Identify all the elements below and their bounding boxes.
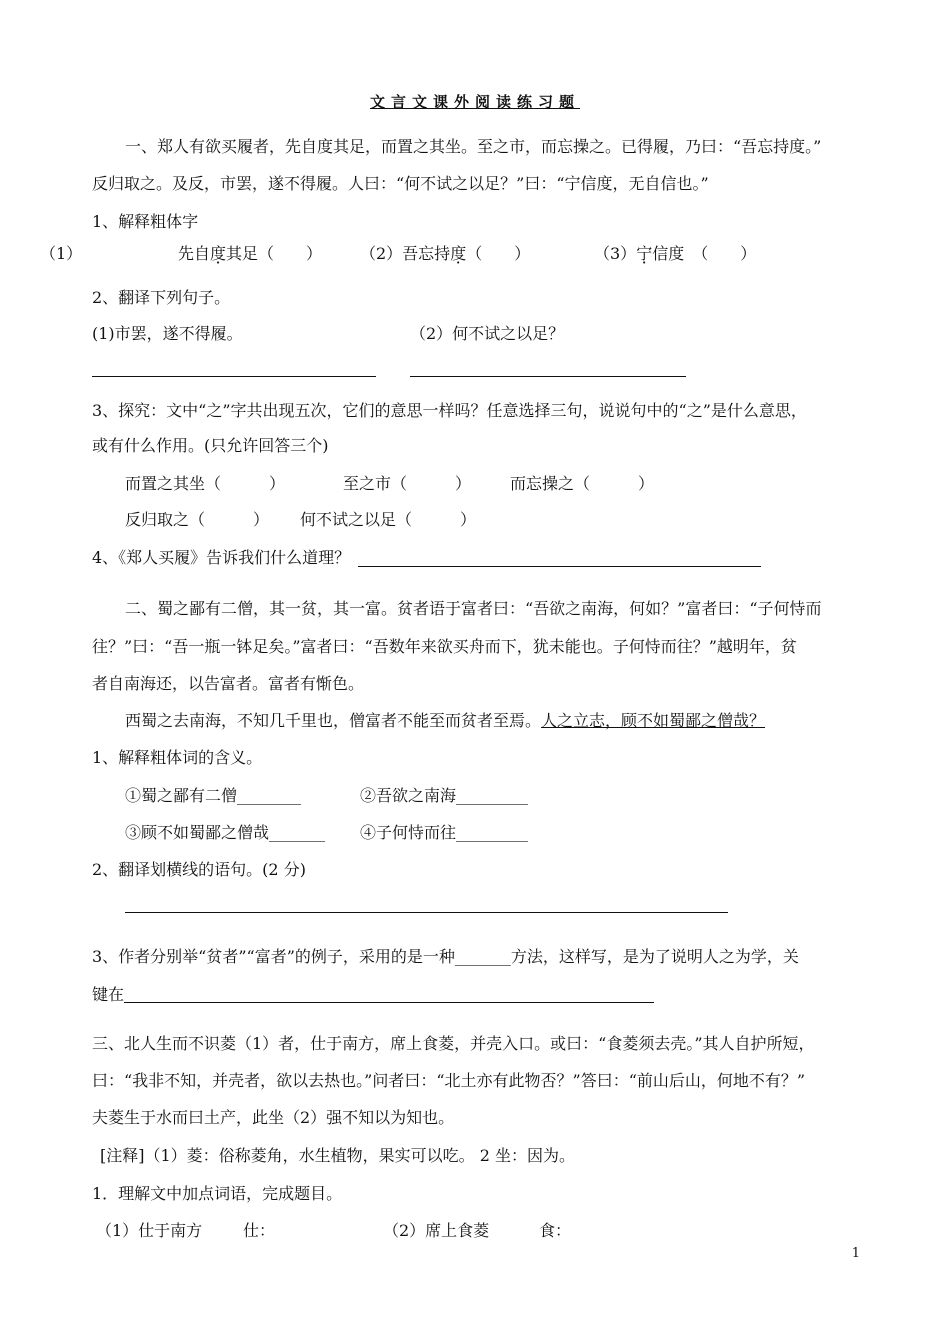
answer-line[interactable] bbox=[124, 1002, 654, 1003]
zhi-item-5: 何不试之以足（ ） bbox=[300, 510, 477, 529]
zhi-item-4: 反归取之（ ） bbox=[125, 510, 270, 529]
section3-question-1: 1．理解文中加点词语，完成题目。 bbox=[92, 1184, 343, 1203]
annotation-note: [注释]（1）菱：俗称菱角，水生植物，果实可以吃。 2 坐：因为。 bbox=[100, 1146, 576, 1165]
answer-line[interactable] bbox=[410, 376, 686, 377]
page-title: 文言文课外阅读练习题 bbox=[369, 93, 580, 111]
section1-question-4: 4、《郑人买履》告诉我们什么道理？ bbox=[92, 548, 351, 567]
section1-para-2: 反归取之。及反，市罢，遂不得履。人曰：“何不试之以足？”曰：“宁信度，无自信也。” bbox=[92, 174, 709, 193]
section1-question-3-line-1: 3、探究：文中“之”字共出现五次，它们的意思一样吗？任意选择三句，说说句中的“之”是什么意思， bbox=[92, 401, 807, 420]
translate-item-2: （2）何不试之以足？ bbox=[410, 324, 565, 343]
section3-para-2: 曰：“我非不知，并壳者，欲以去热也。”问者曰：“北土亦有此物否？”答曰：“前山后山，何地不有？” bbox=[92, 1071, 806, 1090]
q1-item-1-number: （1） bbox=[40, 244, 83, 263]
s3-item-1: （1）仕于南方 bbox=[96, 1221, 203, 1240]
section1-para-1: 一、郑人有欲买履者，先自度其足，而置之其坐。至之市，而忘操之。已得履，乃曰：“吾忘持度。” bbox=[125, 137, 822, 156]
section2-para-1: 二、蜀之鄙有二僧，其一贫，其一富。贫者语于富者曰：“吾欲之南海，何如？”富者曰：“子何恃而 bbox=[125, 599, 822, 618]
emphasis-dot-char: 度 bbox=[210, 244, 227, 263]
section1-question-2: 2、翻译下列句子。 bbox=[92, 288, 231, 307]
zhi-item-3: 而忘操之（ ） bbox=[510, 474, 655, 493]
word-item-3: ③顾不如蜀鄙之僧哉_______ bbox=[125, 823, 326, 842]
emphasis-dot-char: 度 bbox=[450, 244, 467, 263]
section2-question-2: 2、翻译划横线的语句。(2 分) bbox=[92, 860, 306, 879]
underlined-sentence: 人之立志，顾不如蜀鄙之僧哉？ bbox=[541, 711, 766, 730]
q1-item-1: 先自度其足（ ） bbox=[178, 244, 323, 263]
section3-para-3: 夫菱生于水而曰土产，此坐（2）强不知以为知也。 bbox=[92, 1108, 455, 1127]
section1-question-3-line-2: 或有什么作用。(只允许回答三个) bbox=[92, 436, 329, 455]
section2-question-3-line-2: 键在 bbox=[92, 985, 125, 1004]
zhi-item-1: 而置之其坐（ ） bbox=[125, 474, 286, 493]
answer-line[interactable] bbox=[125, 912, 728, 913]
section2-para-2: 往？”曰：“吾一瓶一钵足矣。”富者曰：“吾数年来欲买舟而下，犹未能也。子何恃而往？”越明年，贫 bbox=[92, 637, 797, 656]
section1-question-1: 1、解释粗体字 bbox=[92, 212, 199, 231]
word-item-4: ④子何恃而往_________ bbox=[360, 823, 529, 842]
translate-item-1: (1)市罢，遂不得履。 bbox=[92, 324, 243, 343]
q1-item-2: （2）吾忘持度（ ） bbox=[360, 244, 531, 263]
zhi-item-2: 至之市（ ） bbox=[343, 474, 472, 493]
section2-para-3: 者自南海还，以告富者。富者有惭色。 bbox=[92, 674, 365, 693]
section2-question-1: 1、解释粗体词的含义。 bbox=[92, 748, 263, 767]
s3-item-1-key: 仕： bbox=[243, 1221, 276, 1240]
word-item-1: ①蜀之鄙有二僧________ bbox=[125, 786, 302, 805]
section2-question-3-line-1: 3、作者分别举“贫者”“富者”的例子，采用的是一种_______方法，这样写，是为了说明人之为学，关 bbox=[92, 947, 799, 966]
s3-item-2: （2）席上食菱 bbox=[383, 1221, 490, 1240]
word-item-2: ②吾欲之南海_________ bbox=[360, 786, 529, 805]
page-number: 1 bbox=[851, 1246, 860, 1261]
answer-line[interactable] bbox=[92, 376, 376, 377]
section2-para-4: 西蜀之去南海，不知几千里也，僧富者不能至而贫者至焉。人之立志，顾不如蜀鄙之僧哉？ bbox=[125, 711, 766, 730]
emphasis-dot-char: 宁 bbox=[636, 244, 653, 263]
q1-item-3: （3）宁信度 （ ） bbox=[594, 244, 757, 263]
answer-line[interactable] bbox=[358, 566, 761, 567]
section3-para-1: 三、北人生而不识菱（1）者，仕于南方，席上食菱，并壳入口。或曰：“食菱须去壳。”其人自护所短， bbox=[92, 1034, 815, 1053]
s3-item-2-key: 食： bbox=[539, 1221, 572, 1240]
